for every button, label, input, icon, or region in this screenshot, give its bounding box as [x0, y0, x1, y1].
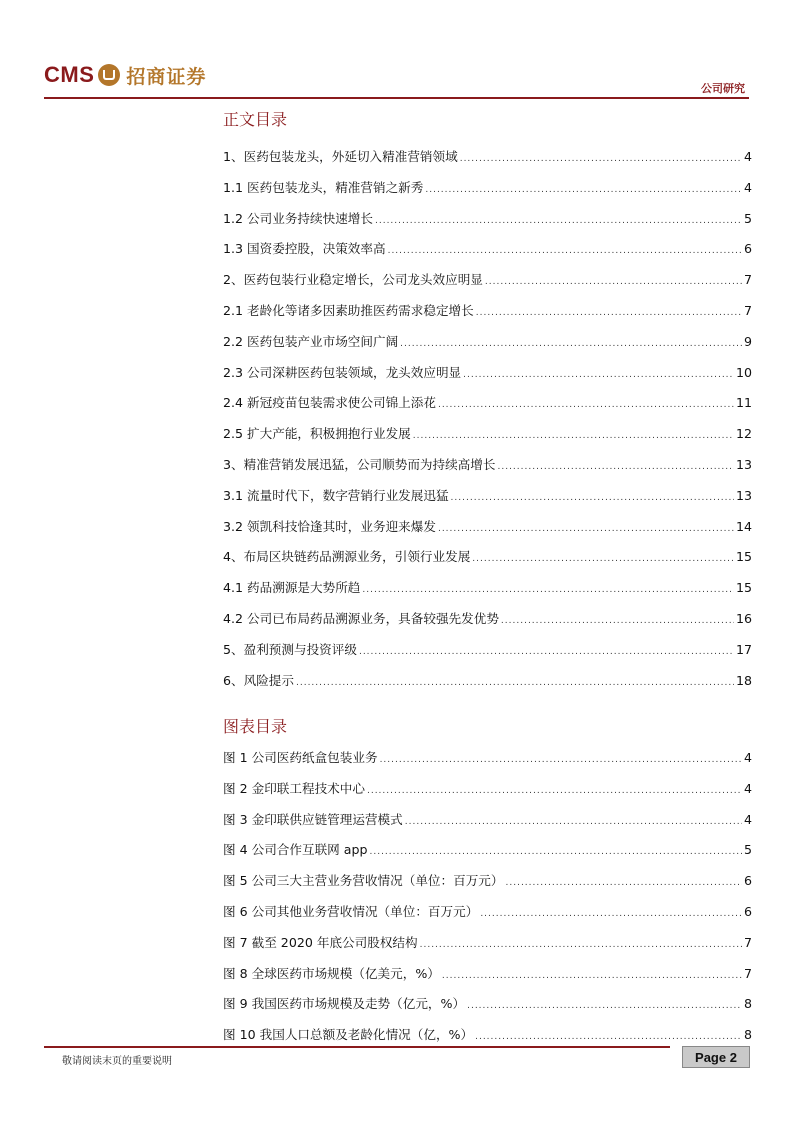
- figure-dot-leader: [467, 991, 742, 1022]
- toc-entry-page: 18: [735, 672, 752, 688]
- figure-entry-text: 图 6 公司其他业务营收情况（单位：百万元）: [223, 903, 479, 919]
- figure-entry-page: 6: [743, 903, 752, 919]
- toc-entry-text: 4.1 药品溯源是大势所趋: [223, 580, 361, 596]
- figure-dot-leader: [480, 899, 742, 930]
- toc-dot-leader: [485, 267, 742, 298]
- figure-entry-text: 图 4 公司合作互联网 app: [223, 842, 368, 858]
- toc-entry[interactable]: [223, 173, 752, 204]
- figure-entry-page: 7: [743, 965, 752, 981]
- figure-entry-page: 7: [743, 934, 752, 950]
- figure-entry-text: 图 9 我国医药市场规模及走势（亿元，%）: [223, 996, 466, 1012]
- logo-emblem-icon: [98, 64, 120, 86]
- figure-entry-text: 图 5 公司三大主营业务营收情况（单位：百万元）: [223, 873, 504, 889]
- toc-entry-page: 11: [735, 395, 752, 411]
- toc-dot-leader: [425, 175, 742, 206]
- logo-text-cn: 招商证券: [126, 65, 207, 88]
- toc-entry-text: 1.3 国资委控股，决策效率高: [223, 241, 386, 257]
- figure-entry-text: 图 2 金印联工程技术中心: [223, 780, 365, 796]
- figure-dot-leader: [369, 837, 742, 868]
- toc-entry[interactable]: [223, 481, 752, 512]
- figure-entry[interactable]: [223, 774, 752, 805]
- page-number: Page 2: [682, 1046, 750, 1068]
- toc-entry-page: 12: [735, 426, 752, 442]
- toc-entry-text: 2.2 医药包装产业市场空间广阔: [223, 333, 399, 349]
- figure-dot-leader: [506, 868, 742, 899]
- toc-entry-text: 1、医药包装龙头，外延切入精准营销领域: [223, 149, 458, 164]
- toc-entry-page: 10: [735, 364, 752, 380]
- toc-entry[interactable]: [223, 419, 752, 450]
- toc-entry-text: 5、盈利预测与投资评级: [223, 641, 357, 657]
- toc-entry-page: 7: [743, 302, 752, 318]
- toc-entry[interactable]: [223, 604, 752, 635]
- toc-dot-leader: [476, 298, 742, 329]
- toc-entry[interactable]: [223, 573, 752, 604]
- toc-dot-leader: [451, 483, 734, 514]
- figure-entry[interactable]: [223, 805, 752, 836]
- toc-entry-page: 17: [735, 641, 752, 657]
- company-logo: [44, 60, 206, 90]
- toc-entry-page: 16: [735, 610, 752, 626]
- figure-dot-leader: [442, 961, 742, 992]
- toc-dot-leader: [362, 575, 734, 606]
- toc-dot-leader: [413, 421, 734, 452]
- toc-dot-leader: [460, 144, 742, 175]
- toc-entry-page: 13: [735, 456, 752, 472]
- toc-title: 正文目录: [223, 110, 288, 129]
- figure-entry[interactable]: [223, 835, 752, 866]
- toc-entry[interactable]: [223, 542, 752, 573]
- toc-entry-text: 1.1 医药包装龙头，精准营销之新秀: [223, 179, 424, 195]
- toc-entry[interactable]: [223, 388, 752, 419]
- figure-entry[interactable]: [223, 743, 752, 774]
- figure-entry[interactable]: [223, 897, 752, 928]
- toc-dot-leader: [438, 514, 734, 545]
- toc-dot-leader: [501, 606, 734, 637]
- figure-entry-page: 8: [743, 996, 752, 1012]
- toc-entry[interactable]: [223, 234, 752, 265]
- toc-entry-page: 9: [743, 333, 752, 349]
- figure-entry-text: 图 7 截至 2020 年底公司股权结构: [223, 934, 418, 950]
- toc-entry-page: 15: [735, 580, 752, 596]
- figure-entry-page: 8: [743, 1027, 752, 1043]
- figure-entry-page: 6: [743, 873, 752, 889]
- figure-entry[interactable]: [223, 866, 752, 897]
- toc-entry-text: 2.3 公司深耕医药包装领域，龙头效应明显: [223, 364, 462, 380]
- toc-entry-text: 1.2 公司业务持续快速增长: [223, 210, 373, 226]
- figures-list: [223, 743, 752, 1051]
- footer-disclaimer: 敬请阅读末页的重要说明: [62, 1056, 172, 1067]
- toc-entry[interactable]: [223, 327, 752, 358]
- toc-entry-text: 3、精准营销发展迅猛，公司顺势而为持续高增长: [223, 456, 496, 472]
- toc-entry-text: 2、医药包装行业稳定增长，公司龙头效应明显: [223, 272, 483, 288]
- logo-text-en: CMS: [44, 62, 95, 87]
- toc-list: [223, 142, 752, 696]
- figure-dot-leader: [367, 776, 742, 807]
- figure-entry[interactable]: [223, 928, 752, 959]
- toc-dot-leader: [463, 360, 734, 391]
- toc-entry-text: 2.1 老龄化等诸多因素助推医药需求稳定增长: [223, 302, 474, 318]
- toc-dot-leader: [296, 668, 734, 699]
- figure-entry-text: 图 1 公司医药纸盒包装业务: [223, 750, 378, 765]
- toc-entry-page: 4: [743, 149, 752, 164]
- figure-entry-page: 5: [743, 842, 752, 858]
- toc-entry[interactable]: [223, 142, 752, 173]
- toc-entry[interactable]: [223, 635, 752, 666]
- figure-entry[interactable]: [223, 989, 752, 1020]
- toc-entry[interactable]: [223, 450, 752, 481]
- toc-entry-text: 2.4 新冠疫苗包装需求使公司锦上添花: [223, 395, 436, 411]
- figure-entry-page: 4: [743, 780, 752, 796]
- toc-dot-leader: [472, 544, 734, 575]
- toc-dot-leader: [375, 206, 742, 237]
- toc-entry-page: 5: [743, 210, 752, 226]
- toc-entry[interactable]: [223, 666, 752, 697]
- toc-entry[interactable]: [223, 512, 752, 543]
- footer-divider: [44, 1046, 670, 1048]
- figure-dot-leader: [380, 745, 742, 776]
- toc-entry[interactable]: [223, 204, 752, 235]
- toc-entry-text: 6、风险提示: [223, 672, 294, 688]
- toc-dot-leader: [438, 390, 734, 421]
- header-divider: [44, 97, 749, 99]
- toc-entry-page: 14: [735, 518, 752, 534]
- figure-dot-leader: [420, 930, 742, 961]
- figures-title: 图表目录: [223, 717, 288, 736]
- figure-entry-page: 4: [743, 811, 752, 827]
- figure-entry-page: 4: [743, 750, 752, 765]
- toc-entry-page: 13: [735, 487, 752, 503]
- toc-entry[interactable]: [223, 296, 752, 327]
- toc-entry[interactable]: [223, 358, 752, 389]
- figure-entry-text: 图 10 我国人口总额及老龄化情况（亿，%）: [223, 1027, 474, 1043]
- toc-entry-text: 4、布局区块链药品溯源业务，引领行业发展: [223, 549, 471, 565]
- figure-entry-text: 图 3 金印联供应链管理运营模式: [223, 811, 403, 827]
- toc-entry-text: 4.2 公司已布局药品溯源业务，具备较强先发优势: [223, 610, 499, 626]
- toc-entry-page: 4: [743, 179, 752, 195]
- toc-dot-leader: [359, 637, 734, 668]
- report-type: 公司研究: [701, 82, 745, 95]
- toc-entry-page: 7: [743, 272, 752, 288]
- toc-dot-leader: [497, 452, 733, 483]
- toc-dot-leader: [400, 329, 742, 360]
- toc-entry-page: 15: [735, 549, 752, 565]
- figure-dot-leader: [405, 807, 742, 838]
- toc-entry-text: 3.2 领凯科技恰逢其时，业务迎来爆发: [223, 518, 436, 534]
- toc-entry[interactable]: [223, 265, 752, 296]
- toc-entry-text: 3.1 流量时代下，数字营销行业发展迅猛: [223, 487, 449, 503]
- toc-entry-text: 2.5 扩大产能，积极拥抱行业发展: [223, 426, 411, 442]
- toc-entry-page: 6: [743, 241, 752, 257]
- figure-entry-text: 图 8 全球医药市场规模（亿美元，%）: [223, 965, 440, 981]
- toc-dot-leader: [388, 236, 742, 267]
- figure-entry[interactable]: [223, 959, 752, 990]
